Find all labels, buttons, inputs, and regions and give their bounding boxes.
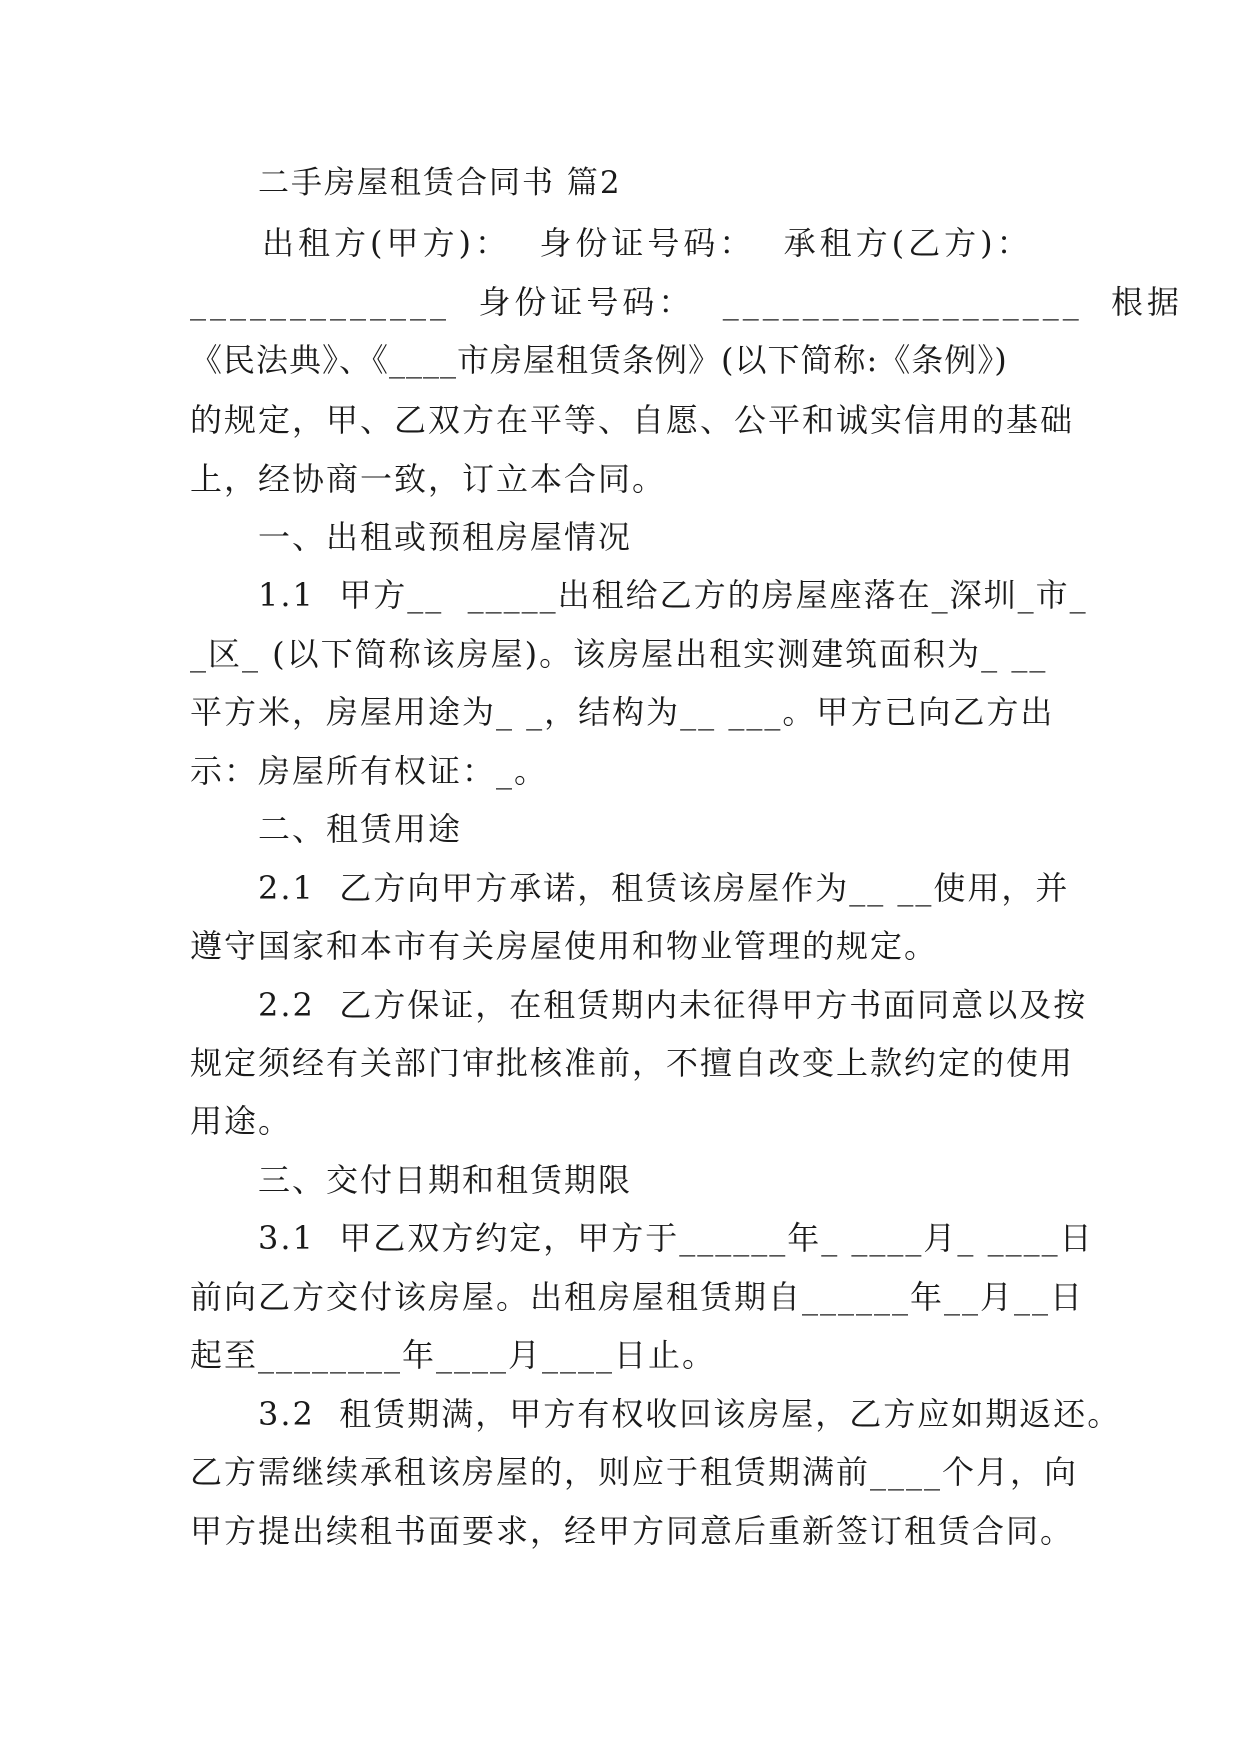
paragraph-line: 规定须经有关部门审批核准前，不擅自改变上款约定的使用	[190, 1044, 1075, 1082]
paragraph-line: _区_ (以下简称该房屋)。该房屋出租实测建筑面积为_ __	[190, 635, 1048, 673]
paragraph-line: 用途。	[190, 1102, 293, 1140]
section-heading: 二、租赁用途	[258, 810, 463, 848]
paragraph-line: 平方米，房屋用途为_ _，结构为__ ___。甲方已向乙方出	[190, 693, 1055, 731]
paragraph-line: 3.1 甲乙双方约定，甲方于______年_ ____月_ ____日	[258, 1219, 1094, 1257]
paragraph-line: 乙方需继续承租该房屋的，则应于租赁期满前____个月，向	[190, 1453, 1079, 1491]
paragraph-line: 出租方(甲方)： 身份证号码： 承租方(乙方)：	[262, 224, 1033, 262]
paragraph-line: 示：房屋所有权证：_。	[190, 752, 549, 790]
paragraph-line: 遵守国家和本市有关房屋使用和物业管理的规定。	[190, 927, 939, 965]
paragraph-line: 2.1 乙方向甲方承诺，租赁该房屋作为__ __使用，并	[258, 869, 1070, 907]
paragraph-line: _____________ 身份证号码： __________________ 根据	[190, 283, 1184, 321]
section-heading: 一、出租或预租房屋情况	[258, 518, 633, 556]
paragraph-line: 2.2 乙方保证，在租赁期内未征得甲方书面同意以及按	[258, 986, 1088, 1024]
section-heading: 三、交付日期和租赁期限	[258, 1161, 633, 1199]
paragraph-line: 1.1 甲方__ _____出租给乙方的房屋座落在_深圳_市_	[258, 576, 1088, 614]
paragraph-line: 甲方提出续租书面要求，经甲方同意后重新签订租赁合同。	[190, 1512, 1075, 1550]
paragraph-line: 3.2 租赁期满，甲方有权收回该房屋，乙方应如期返还。	[258, 1395, 1122, 1433]
paragraph-line: 《民法典》、《____市房屋租赁条例》(以下简称:《条例》)	[190, 341, 1008, 379]
document-title: 二手房屋租赁合同书 篇2	[258, 165, 622, 201]
paragraph-line: 上，经协商一致，订立本合同。	[190, 460, 667, 498]
paragraph-line: 前向乙方交付该房屋。出租房屋租赁期自______年__月__日	[190, 1278, 1085, 1316]
paragraph-line: 起至________年____月____日止。	[190, 1336, 717, 1374]
paragraph-line: 的规定，甲、乙双方在平等、自愿、公平和诚实信用的基础	[190, 401, 1075, 439]
